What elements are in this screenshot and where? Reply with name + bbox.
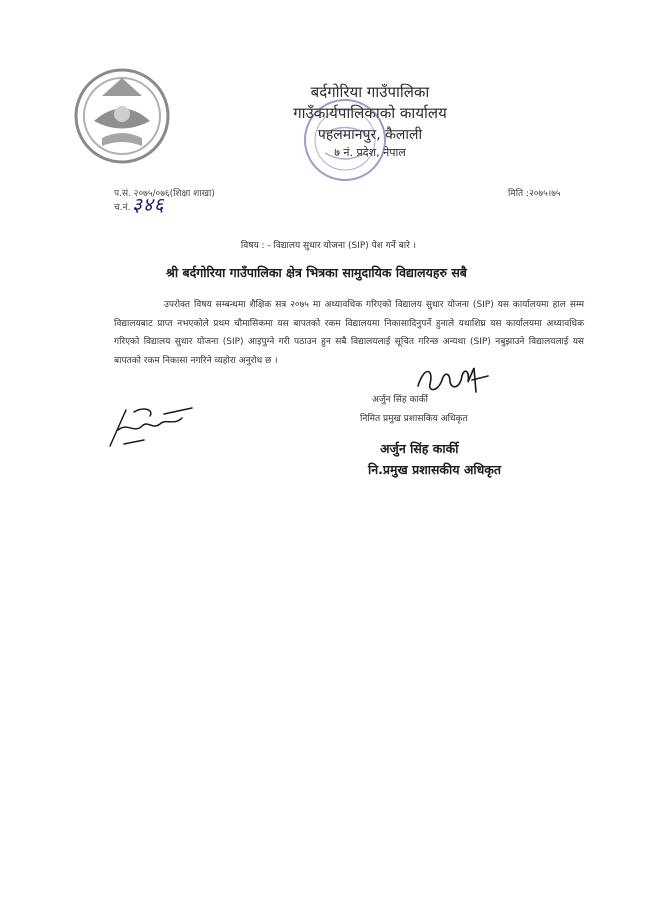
stamp-signatory-designation: नि.प्रमुख प्रशासकीय अधिकृत xyxy=(368,462,502,477)
letter-date: मिति :२०७५।७५ xyxy=(508,189,561,199)
dispatch-number-value: ३४६ xyxy=(132,194,165,216)
letter-recipient: श्री बर्दगोरिया गाउँपालिका क्षेत्र भित्रका सामुदायिक विद्यालयहरु सबै xyxy=(166,265,467,280)
letter-subject: विषय : - विद्यालय सुधार योजना (SIP) पेश गर्ने बारे । xyxy=(240,241,417,251)
letter-body: उपरोक्त विषय सम्बन्धमा शैक्षिक सत्र २०७५ मा अध्यावधिक गरिएको विद्यालय सुधार योजना (SIP) यस कार्यालयमा हाल सम्म विद्यालयबाट प्राप्त नभएकोले प्रथम चौमासिकमा यस बापतको रकम विद्यालयमा निकासादिनुपर्ने हुनाले यथाशिघ्र यस कार्यालयमा अध्यावधिक गरिएको विद्यालय सुधार योजना (SIP) आइपुग्ने गरी पठाउन हुन सबै विद्यालयलाई सूचित गरिन्छ अन्यथा (SIP) नबुझाउने विद्यालयलाई यस बापतको रकम निकासा नगरिने व्यहोरा अनुरोध छ । xyxy=(114,300,584,366)
office-name-line1: बर्दगोरिया गाउँपालिका xyxy=(310,83,430,101)
office-stamp-icon xyxy=(300,95,390,185)
reference-number: प.सं. २०७५/०७६(शिक्षा शाखा) xyxy=(114,189,215,199)
dispatch-number-label: च.नं. xyxy=(114,203,131,213)
handwritten-initials-icon xyxy=(104,400,196,452)
office-province-line: ७ नं. प्रदेश, नेपाल xyxy=(334,146,406,159)
stamp-signatory-name: अर्जुन सिंह कार्की xyxy=(380,441,459,456)
signatory-designation: निमित प्रमुख प्रशासकिय अधिकृत xyxy=(360,414,468,424)
office-name-line2: गाउँकार्यपालिकाको कार्यालय xyxy=(293,104,447,122)
signatory-name: अर्जुन सिंह कार्की xyxy=(372,395,428,405)
office-address-line: पहलमानपुर, कैलाली xyxy=(317,127,423,143)
government-emblem-icon xyxy=(72,66,172,166)
